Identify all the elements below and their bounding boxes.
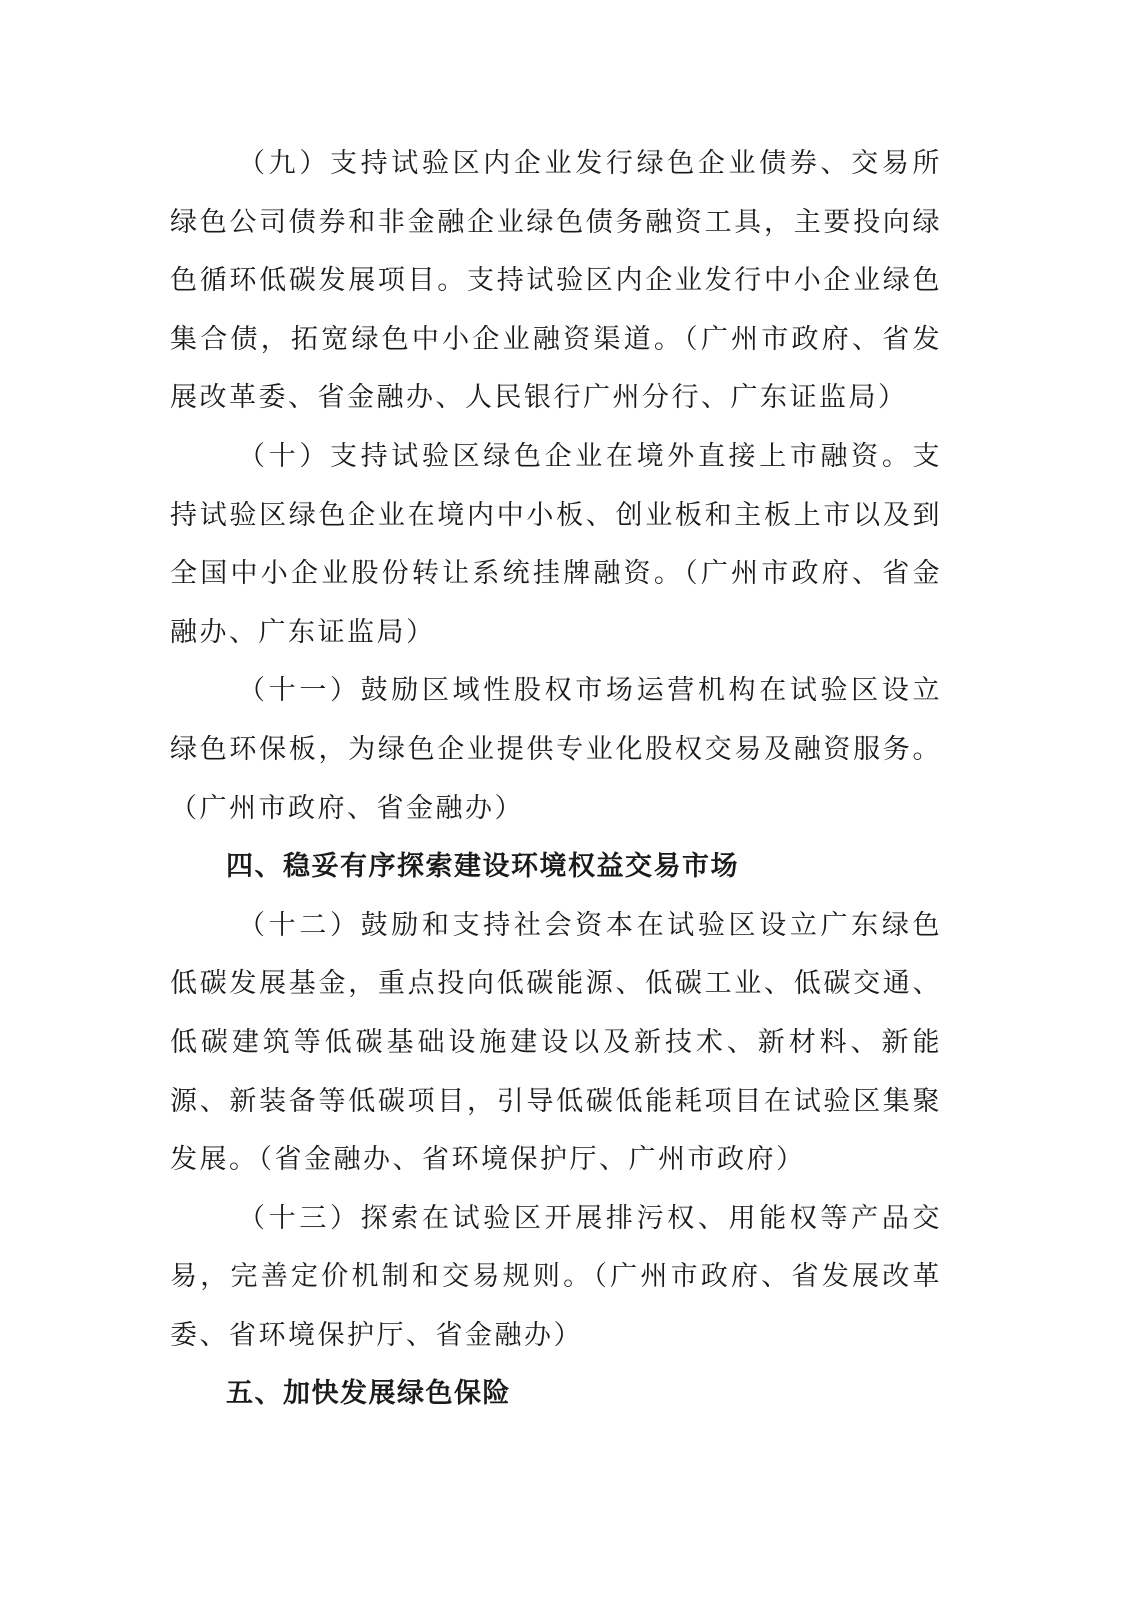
- section-heading-5: 五、加快发展绿色保险: [226, 1378, 511, 1410]
- section-heading-4: 四、稳妥有序探索建设环境权益交易市场: [226, 851, 739, 883]
- paragraph-13: （十三）探索在试验区开展排污权、用能权等产品交易，完善定价机制和交易规则。（广州市政府、省发展改革委、省环境保护厅、省金融办）: [170, 1202, 942, 1351]
- paragraph-11: （十一）鼓励区域性股权市场运营机构在试验区设立绿色环保板，为绿色企业提供专业化股权交易及融资服务。（广州市政府、省金融办）: [170, 675, 942, 824]
- paragraph-10: （十）支持试验区绿色企业在境外直接上市融资。支持试验区绿色企业在境内中小板、创业板和主板上市以及到全国中小企业股份转让系统挂牌融资。（广州市政府、省金融办、广东证监局）: [170, 440, 942, 648]
- document-body: [170, 135, 942, 1424]
- paragraph-9: （九）支持试验区内企业发行绿色企业债券、交易所绿色公司债券和非金融企业绿色债务融资工具，主要投向绿色循环低碳发展项目。支持试验区内企业发行中小企业绿色集合债，拓宽绿色中小企业融资渠道。（广州市政府、省发展改革委、省金融办、人民银行广州分行、广东证监局）: [170, 148, 942, 414]
- paragraph-12: （十二）鼓励和支持社会资本在试验区设立广东绿色低碳发展基金，重点投向低碳能源、低碳工业、低碳交通、低碳建筑等低碳基础设施建设以及新技术、新材料、新能源、新装备等低碳项目，引导低碳低能耗项目在试验区集聚发展。（省金融办、省环境保护厅、广州市政府）: [170, 909, 942, 1176]
